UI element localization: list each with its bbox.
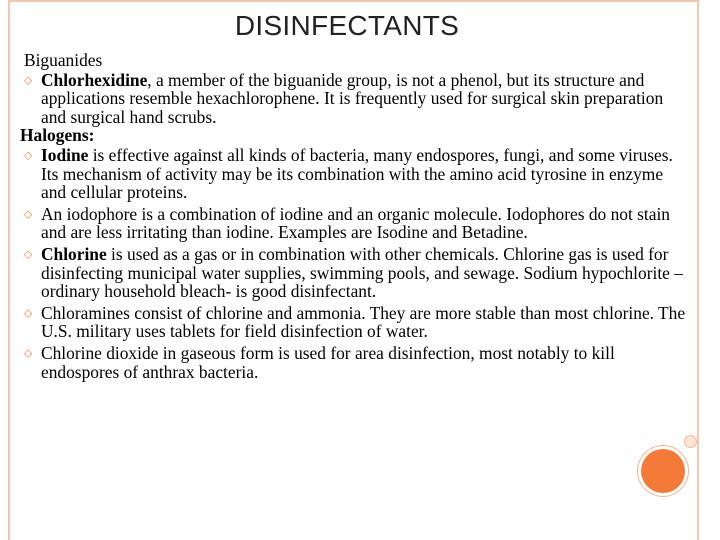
- list-item: [20, 146, 690, 202]
- diamond-bullet-icon: ⬦: [24, 72, 33, 87]
- diamond-bullet-icon: ⬦: [24, 305, 33, 320]
- biguanides-list: [20, 71, 690, 127]
- item-text: An iodophore is a combination of iodine and an organic molecule. Iodophores do not stain and are less irritating than iodine. Examples are Isodine and Betadine.: [41, 203, 670, 243]
- section-heading-biguanides: Biguanides: [24, 50, 103, 70]
- frame-top-line: [8, 0, 698, 2]
- slide-title: DISINFECTANTS: [234, 10, 460, 41]
- item-text: Chloramines consist of chlorine and ammonia. They are more stable than most chlorine. The U.S. military uses tablets for field disinfection of water.: [41, 302, 686, 342]
- item-text: Chlorine dioxide in gaseous form is used for area disinfection, most notably to kill endospores of anthrax bacteria.: [41, 342, 615, 382]
- list-item: [20, 245, 690, 301]
- list-item: [20, 205, 690, 242]
- halogens-list: [20, 146, 690, 381]
- item-text: is used as a gas or in combination with other chemicals. Chlorine gas is used for disinfecting municipal water supplies, swimming pools, and sewage. Sodium hypochlorite – ordinary household bleach- is good disinfectant.: [41, 243, 683, 302]
- frame-left-line: [8, 0, 10, 540]
- small-circle-decoration-icon: [684, 435, 697, 448]
- slide-content: [20, 51, 690, 381]
- item-term: Chlorine: [41, 243, 107, 264]
- item-term: Iodine: [41, 144, 89, 165]
- section-heading-halogens: Halogens:: [20, 125, 95, 146]
- list-item: [20, 71, 690, 127]
- frame-right-line: [697, 0, 699, 540]
- list-item: [20, 344, 690, 381]
- list-item: [20, 304, 690, 341]
- diamond-bullet-icon: ⬦: [24, 206, 33, 221]
- diamond-bullet-icon: ⬦: [24, 345, 33, 360]
- diamond-bullet-icon: ⬦: [24, 147, 33, 162]
- item-text: is effective against all kinds of bacteria, many endospores, fungi, and some viruses. Its mechanism of activity may be its combination with the amino acid tyrosine in enzyme and cellular proteins.: [41, 144, 673, 203]
- item-term: Chlorhexidine: [41, 69, 148, 90]
- diamond-bullet-icon: ⬦: [24, 246, 33, 261]
- large-circle-decoration-icon: [641, 449, 685, 493]
- item-text: , a member of the biguanide group, is not a phenol, but its structure and applications resemble hexachlorophene. It is frequently used for surgical skin preparation and surgical hand scrubs.: [41, 69, 664, 127]
